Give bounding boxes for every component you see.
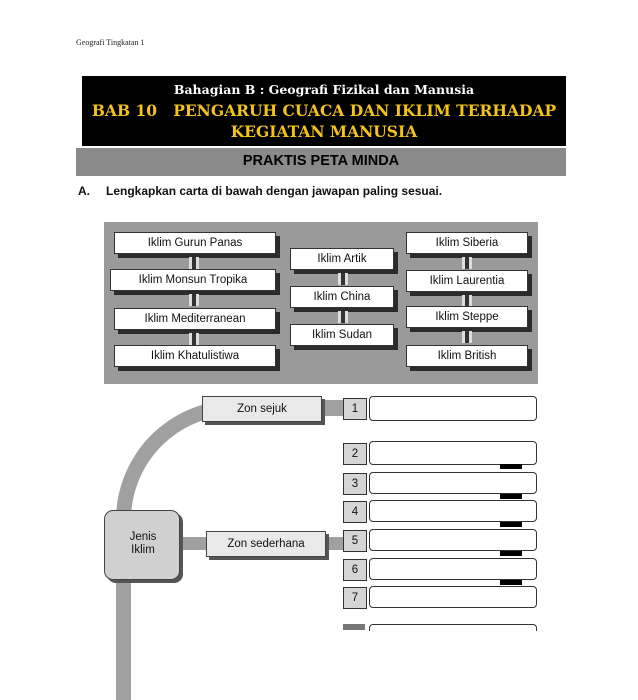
connector (338, 311, 348, 323)
center-node-line2: Iklim (131, 544, 155, 556)
answer-option[interactable]: Iklim Laurentia (406, 270, 528, 292)
chapter-title (82, 100, 566, 142)
answer-option[interactable]: Iklim Artik (290, 248, 394, 270)
row-tab (500, 464, 522, 469)
center-node-line1: Jenis (129, 531, 157, 543)
answer-option[interactable]: Iklim Monsun Tropika (110, 269, 276, 291)
answer-option[interactable]: Iklim China (290, 286, 394, 308)
row-number: 6 (343, 559, 367, 581)
chapter-title-line2: KEGIATAN MANUSIA (230, 122, 418, 141)
row-number: 3 (343, 473, 367, 495)
answer-option[interactable]: Iklim Gurun Panas (114, 232, 276, 254)
connector (189, 257, 199, 269)
answer-field[interactable] (369, 500, 537, 522)
answer-option[interactable]: Iklim Steppe (406, 306, 528, 328)
section-title: Bahagian B : Geografi Fizikal dan Manusia (173, 82, 475, 97)
page-header-note: Geografi Tingkatan 1 (76, 38, 145, 47)
question-instruction: Lengkapkan carta di bawah dengan jawapan paling sesuai. (106, 184, 443, 198)
praktis-banner (76, 148, 566, 176)
praktis-title: PRAKTIS PETA MINDA (242, 153, 400, 169)
zone-temperate-label: Zon sederhana (206, 531, 326, 557)
answer-option[interactable]: Iklim Khatulistiwa (114, 345, 276, 367)
answer-field[interactable] (369, 472, 537, 494)
next-row-number-edge (343, 624, 365, 630)
row-tab (500, 580, 522, 585)
answer-option[interactable]: Iklim Sudan (290, 324, 394, 346)
row-tab (500, 522, 522, 527)
zone-cold-label: Zon sejuk (202, 396, 322, 422)
row-number: 2 (343, 443, 367, 465)
row-tab (500, 551, 522, 556)
answer-field[interactable] (369, 586, 537, 608)
row-tab (500, 494, 522, 499)
answer-field[interactable] (369, 529, 537, 551)
answer-option[interactable]: Iklim Mediterranean (114, 308, 276, 330)
row-number: 5 (343, 530, 367, 552)
connector (189, 294, 199, 306)
answer-field[interactable] (369, 558, 537, 580)
connector (338, 273, 348, 285)
chapter-title-line1: BAB 10 PENGARUH CUACA DAN IKLIM TERHADAP (91, 101, 557, 120)
title-banner (82, 76, 566, 146)
answer-option[interactable]: Iklim British (406, 345, 528, 367)
row-number: 4 (343, 501, 367, 523)
connector (462, 331, 472, 343)
answer-option[interactable]: Iklim Siberia (406, 232, 528, 254)
answer-field[interactable] (369, 441, 537, 465)
row-number: 7 (343, 587, 367, 609)
center-node (104, 510, 180, 580)
answer-field[interactable] (369, 396, 537, 421)
mindmap-link (176, 537, 206, 550)
mindmap-link (324, 537, 344, 550)
connector (189, 333, 199, 345)
mindmap-link (322, 403, 344, 416)
answer-bank-panel (104, 222, 538, 384)
row-number: 1 (343, 398, 367, 420)
connector (462, 257, 472, 269)
question-letter: A. (78, 184, 90, 198)
